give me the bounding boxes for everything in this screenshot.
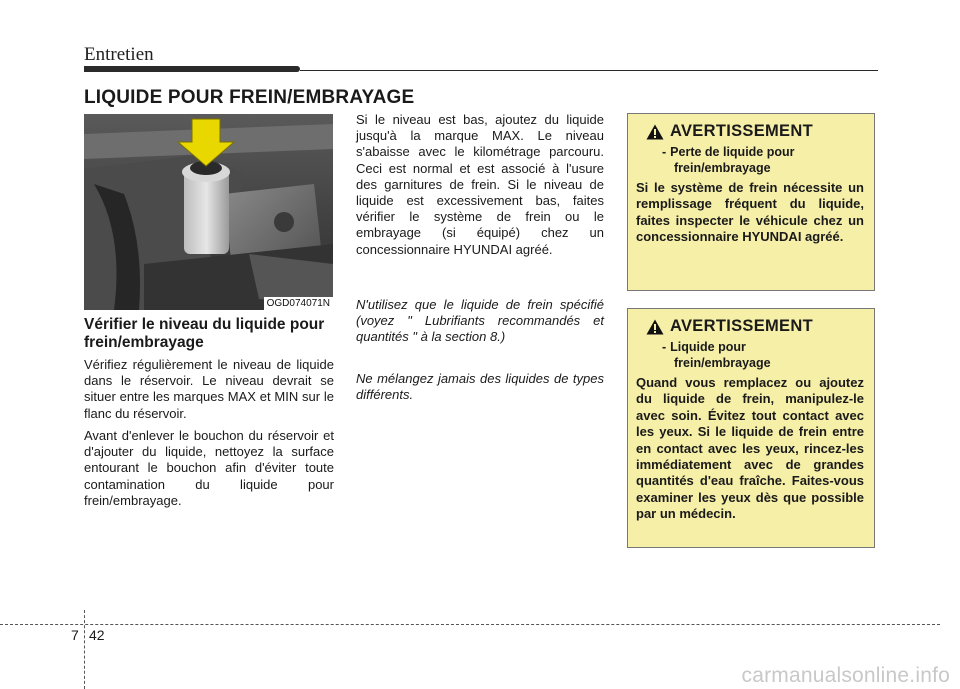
photo-caption: OGD074071N [264,297,333,310]
chapter-title: Entretien [84,44,154,65]
header-rule-thin [300,70,878,71]
paragraph-low-level: Si le niveau est bas, ajoutez du liquide jusqu'à la marque MAX. Le niveau s'abaisse avec le kilométrage parcouru. Ceci est normal et est associé à l'usure des garnitures de frein. Si le niveau de liquide est excessivement bas, faites vérifier le système de frein ou le embrayage (si équipé) chez un concessionnaire HYUNDAI agréé. [356,112,604,257]
footer-vertical-divider [84,610,85,689]
warning-title: AVERTISSEMENT [670,317,813,335]
engine-bay-illustration [84,114,333,310]
engine-bay-photo [84,114,333,310]
note-specified-fluid: N'utilisez que le liquide de frein spécifié (voyez " Lubrifiants recommandés et quantités " à la section 8.) [356,297,604,345]
warning-box-fluid-handling [627,308,875,548]
subsection-title: Vérifier le niveau du liquide pour frein/embrayage [84,316,325,351]
page-number: 42 [89,627,105,643]
warning-box-fluid-loss [627,113,875,291]
warning-title: AVERTISSEMENT [670,122,813,140]
footer-divider [0,624,940,625]
warning-triangle-icon [646,124,664,140]
warning-body: Si le système de frein nécessite un remplissage fréquent du liquide, faites inspecter le véhicule chez un concessionnaire HYUNDAI agréé. [636,180,864,245]
header-rule-thick [84,66,300,72]
note-no-mixing: Ne mélangez jamais des liquides de types différents. [356,371,604,403]
paragraph-clean-cap: Avant d'enlever le bouchon du réservoir et d'ajouter du liquide, nettoyez la surface entourant le bouchon afin d'éviter toute contamination du liquide pour frein/embrayage. [84,428,334,508]
warning-triangle-icon [646,319,664,335]
warning-body: Quand vous remplacez ou ajoutez du liquide de frein, manipulez-le avec soin. Évitez tout contact avec les yeux. Si le liquide de frein entre en contact avec les yeux, rincez-les immédiatement avec de grandes quantités d'eau fraîche. Faites-vous examiner les yeux dès que possible par un médecin. [636,375,864,522]
warning-subtitle: - Perte de liquide pour frein/embrayage [662,145,795,175]
warning-subtitle: - Liquide pour frein/embrayage [662,340,771,370]
watermark: carmanualsonline.info [741,664,950,687]
section-title: LIQUIDE POUR FREIN/EMBRAYAGE [84,87,415,108]
chapter-number: 7 [71,627,79,643]
paragraph-check-level: Vérifiez régulièrement le niveau de liquide dans le réservoir. Le niveau devrait se situer entre les marques MAX et MIN sur le flanc du réservoir. [84,357,334,421]
